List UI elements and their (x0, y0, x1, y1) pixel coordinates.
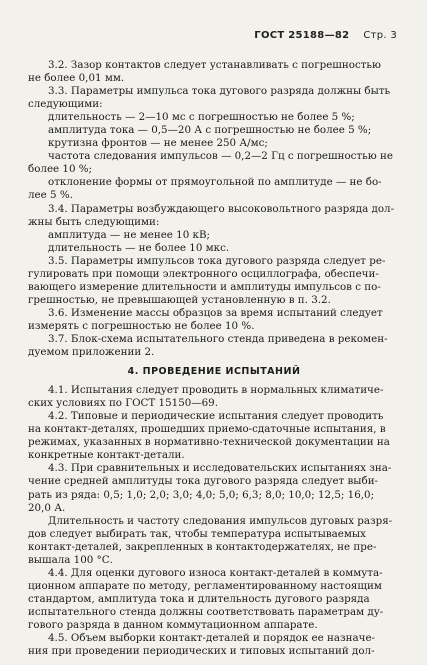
text-line: гового разряда в данном коммутационном аппарате. (28, 618, 318, 631)
text-line: ционном аппарате по методу, регламентированному настоящим (28, 579, 382, 592)
text-line: лее 5 %. (28, 189, 73, 202)
text-line: ния при проведении периодических и типовых испытаний дол- (28, 645, 375, 658)
text-line: отклонение формы от прямоугольной по амплитуде — не бо- (48, 176, 382, 189)
text-line: вышала 100 °С. (28, 553, 113, 566)
text-line: крутизна фронтов — не менее 250 А/мс; (48, 137, 268, 150)
text-line: дов следует выбирать так, чтобы температура испытываемых (28, 527, 366, 540)
text-line: на контакт-деталях, прошедших приемо-сдаточные испытания, в (28, 423, 386, 436)
text-line: длительность — не более 10 мкс. (48, 241, 230, 254)
text-line: 3.2. Зазор контактов следует устанавливать с погрешностью (48, 59, 381, 71)
text-line: дуемом приложении 2. (28, 346, 155, 359)
section-heading: 4. ПРОВЕДЕНИЕ ИСПЫТАНИЙ (127, 366, 301, 378)
text-line: Длительность и частоту следования импульсов дуговых разря- (48, 514, 393, 527)
text-line: 4.3. При сравнительных и исследовательских испытаниях зна- (48, 462, 392, 475)
text-line: 3.4. Параметры возбуждающего высоковольтного разряда дол- (48, 202, 395, 215)
text-line: конкретные контакт-детали. (28, 449, 185, 462)
text-line: 20,0 А. (28, 501, 66, 514)
page-number: Стр. 3 (363, 30, 397, 41)
text-line: контакт-деталей, закрепленных в контактодержателях, не пре- (28, 540, 377, 553)
page-header (254, 30, 397, 41)
text-line: частота следования импульсов — 0,2—2 Гц с погрешностью не (48, 150, 393, 163)
text-line: 3.5. Параметры импульсов тока дугового разряда следует ре- (48, 254, 386, 267)
text-line: рать из ряда: 0,5; 1,0; 2,0; 3,0; 4,0; 5,0; 6,3; 8,0; 10,0; 12,5; 16,0; (28, 488, 375, 501)
document-body (28, 59, 400, 658)
text-line: 4.1. Испытания следует проводить в нормальных климатиче- (48, 384, 384, 397)
text-line: 4.5. Объем выборки контакт-деталей и порядок ее назначе- (48, 632, 376, 645)
standard-number: ГОСТ 25188—82 (254, 30, 350, 41)
text-line: 3.3. Параметры импульса тока дугового разряда должны быть (48, 85, 391, 98)
text-line: более 10 %; (28, 163, 93, 176)
text-line: 3.6. Изменение массы образцов за время испытаний следует (48, 306, 383, 319)
text-line: амплитуда — не менее 10 кВ; (48, 228, 210, 241)
text-line: следующими: (28, 98, 103, 111)
text-line: гулировать при помощи электронного осциллографа, обеспечи- (28, 267, 379, 280)
text-line: режимах, указанных в нормативно-технической документации на (28, 436, 390, 449)
text-line: измерять с погрешностью не более 10 %. (28, 319, 255, 332)
text-line: длительность — 2—10 мс с погрешностью не более 5 %; (48, 111, 355, 124)
text-line: амплитуда тока — 0,5—20 А с погрешностью не более 5 %; (48, 124, 372, 137)
text-line: 3.7. Блок-схема испытательного стенда приведена в рекомен- (48, 332, 388, 345)
text-line: грешностью, не превышающей установленную в п. 3.2. (28, 293, 331, 306)
text-line: 4.4. Для оценки дугового износа контакт-деталей в коммута- (48, 566, 383, 579)
text-line: вающего измерение длительности и амплитуды импульсов с по- (28, 280, 381, 293)
text-line: жны быть следующими: (28, 215, 160, 228)
text-line: не более 0,01 мм. (28, 72, 125, 85)
text-line: чение средней амплитуды тока дугового разряда следует выби- (28, 475, 379, 488)
text-line: стандартом, амплитуда тока и длительность дугового разряда (28, 592, 370, 605)
text-line: ских условиях по ГОСТ 15150—69. (28, 397, 218, 410)
text-line: испытательного стенда должны соответствовать параметрам ду- (28, 605, 384, 618)
text-line: 4.2. Типовые и периодические испытания следует проводить (48, 410, 384, 423)
